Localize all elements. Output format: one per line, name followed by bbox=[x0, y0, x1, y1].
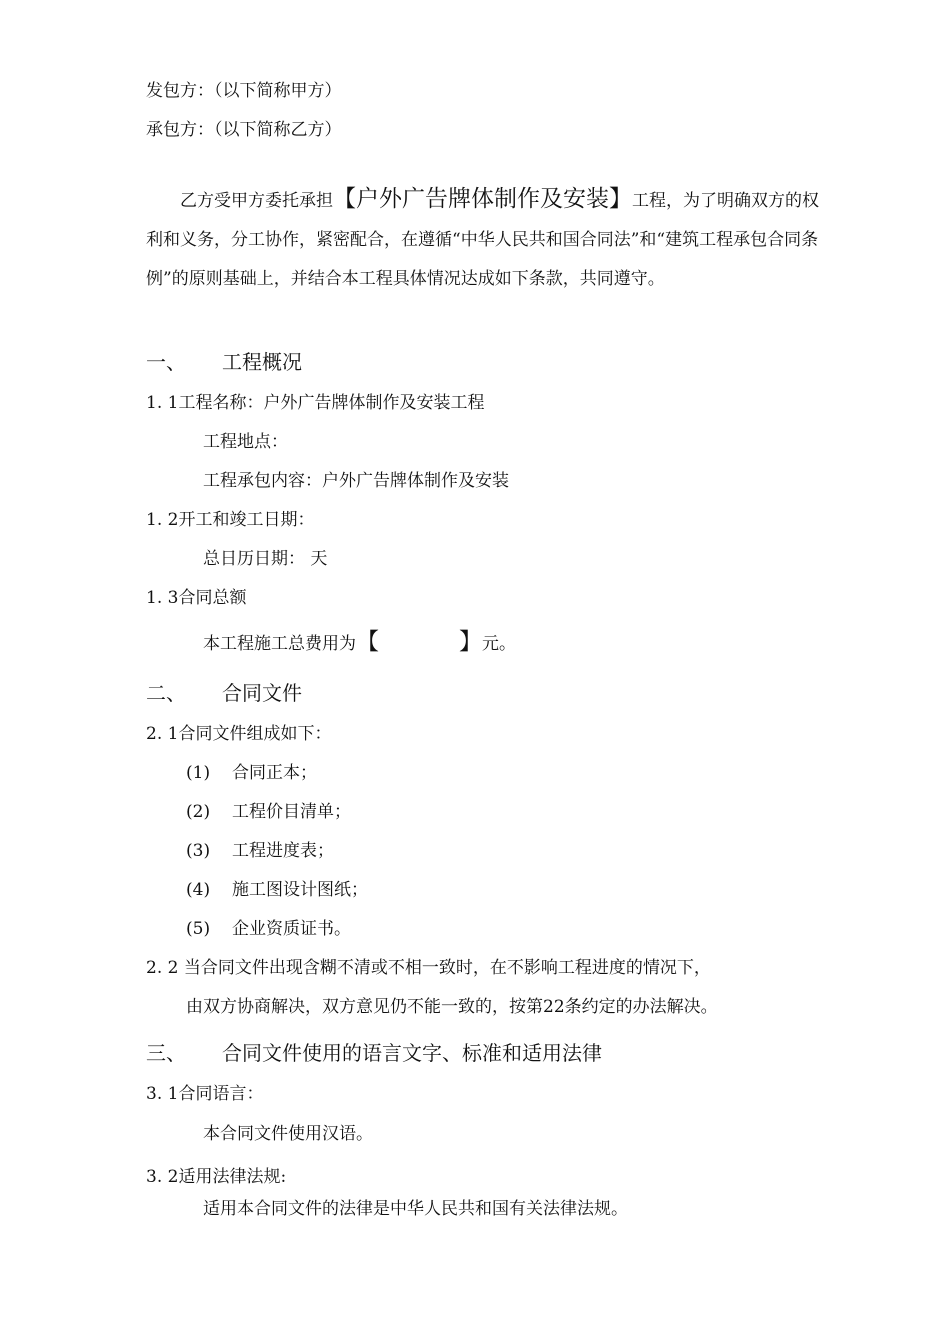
doc-item bbox=[186, 840, 334, 862]
contract-total bbox=[203, 631, 516, 655]
intro-after: 工程，为了明确双方的权利和义务，分工协作，紧密配合，在遵循“中华人民共和国合同法”和“建筑工程承包合同条例”的原则基础上，并结合本工程具体情况达成如下条款，共同遵守。 bbox=[146, 191, 819, 289]
contract-language: 本合同文件使用汉语。 bbox=[203, 1124, 373, 1144]
total-bracket-close: 】 bbox=[459, 629, 482, 655]
total-bracket-open: 【 bbox=[356, 629, 379, 655]
section3-number: 三、 bbox=[146, 1041, 186, 1065]
doc-item bbox=[186, 918, 351, 940]
section2-number: 二、 bbox=[146, 681, 186, 705]
applicable-law: 适用本合同文件的法律是中华人民共和国有关法律法规。 bbox=[203, 1199, 628, 1219]
doc-item-text: 施工图设计图纸； bbox=[232, 880, 368, 900]
doc-item bbox=[186, 762, 317, 784]
section3-item1: 3. 1合同语言： bbox=[146, 1084, 264, 1104]
doc-item-number: (5) bbox=[186, 919, 211, 939]
doc-item-text: 合同正本； bbox=[232, 763, 317, 783]
intro-paragraph bbox=[146, 180, 826, 299]
section1-item1: 1. 1工程名称：户外广告牌体制作及安装工程 bbox=[146, 393, 485, 413]
doc-item-number: (1) bbox=[186, 763, 211, 783]
section1-title: 工程概况 bbox=[222, 350, 302, 374]
party-b-line: 承包方：（以下简称乙方） bbox=[146, 120, 342, 140]
doc-item bbox=[186, 879, 368, 901]
section1-heading bbox=[146, 351, 302, 373]
section1-item3: 1. 3合同总额 bbox=[146, 588, 247, 608]
doc-item-text: 企业资质证书。 bbox=[232, 919, 351, 939]
doc-item-text: 工程进度表； bbox=[232, 841, 334, 861]
section1-item2: 1. 2开工和竣工日期： bbox=[146, 510, 315, 530]
intro-before: 乙方受甲方委托承担 bbox=[180, 191, 333, 211]
intro-project-name: 户外广告牌体制作及安装 bbox=[356, 186, 609, 212]
section2-heading bbox=[146, 682, 302, 704]
section2-item1: 2. 1合同文件组成如下： bbox=[146, 724, 332, 744]
section2-item2-continued: 由双方协商解决，双方意见仍不能一致的，按第22条约定的办法解决。 bbox=[186, 997, 718, 1017]
section2-item2: 2. 2 当合同文件出现含糊不清或不相一致时，在不影响工程进度的情况下， bbox=[146, 958, 711, 978]
intro-bracket-close: 】 bbox=[609, 186, 632, 212]
section3-heading bbox=[146, 1042, 602, 1064]
calendar-days: 总日历日期： 天 bbox=[203, 549, 328, 569]
doc-item-number: (3) bbox=[186, 841, 211, 861]
section1-number: 一、 bbox=[146, 350, 186, 374]
section3-item2: 3. 2适用法律法规: bbox=[146, 1167, 287, 1187]
doc-item bbox=[186, 801, 351, 823]
doc-item-text: 工程价目清单； bbox=[232, 802, 351, 822]
section3-title: 合同文件使用的语言文字、标准和适用法律 bbox=[222, 1041, 602, 1065]
total-prefix: 本工程施工总费用为 bbox=[203, 634, 356, 654]
intro-bracket-open: 【 bbox=[333, 186, 356, 212]
section2-title: 合同文件 bbox=[222, 681, 302, 705]
total-suffix: 元。 bbox=[482, 634, 516, 654]
party-a-line: 发包方：（以下简称甲方） bbox=[146, 81, 342, 101]
project-location: 工程地点： bbox=[203, 432, 288, 452]
project-scope: 工程承包内容：户外广告牌体制作及安装 bbox=[203, 471, 509, 491]
doc-item-number: (2) bbox=[186, 802, 211, 822]
doc-item-number: (4) bbox=[186, 880, 211, 900]
